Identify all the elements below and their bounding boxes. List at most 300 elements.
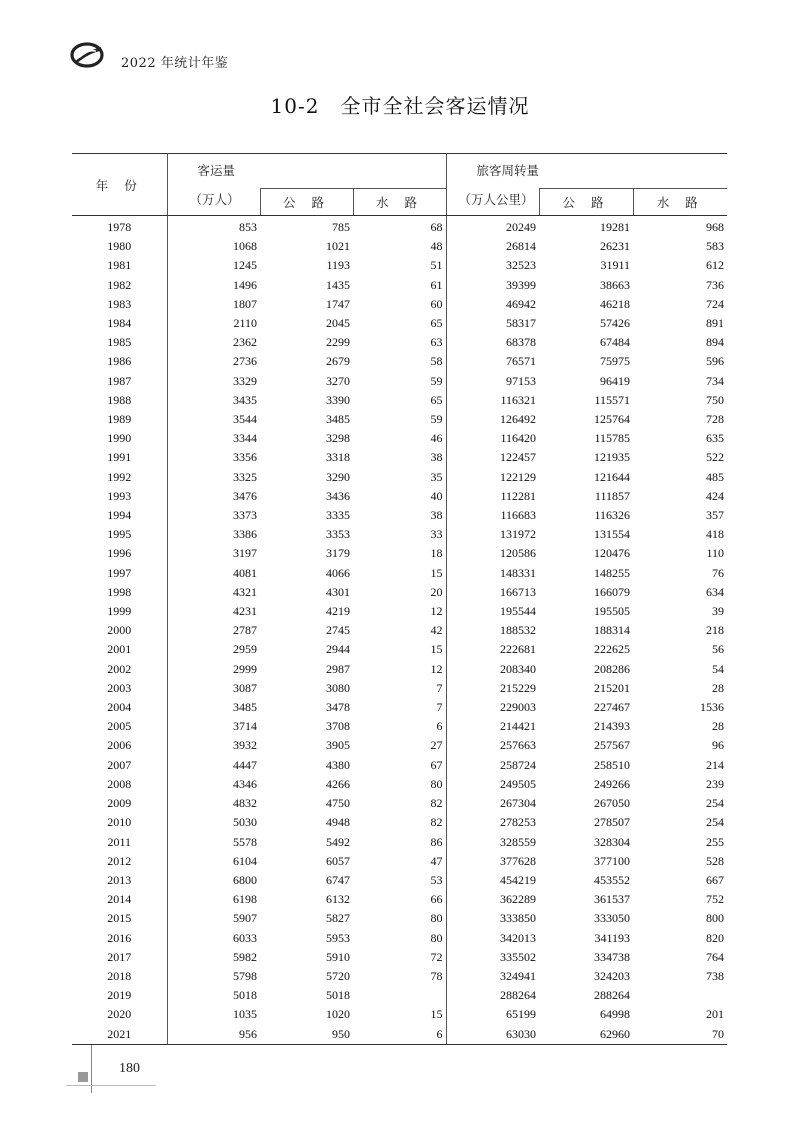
cell-turnover-total: 122129 bbox=[500, 469, 537, 484]
table-row bbox=[72, 756, 727, 775]
cell-turnover-road: 19281 bbox=[600, 220, 631, 234]
cell-volume-water: 6 bbox=[353, 717, 446, 736]
cell-turnover-water: 820 bbox=[706, 930, 725, 945]
table-row bbox=[72, 602, 727, 621]
cell-turnover-road: 148255 bbox=[594, 565, 631, 580]
cell-volume-total: 3485 bbox=[233, 700, 257, 715]
cell-volume-total: 4447 bbox=[233, 757, 257, 772]
cell-turnover-water: 28 bbox=[712, 680, 725, 695]
cell-volume-water: 40 bbox=[353, 487, 446, 506]
cell-turnover-total: 126492 bbox=[500, 412, 537, 427]
table-row bbox=[72, 391, 727, 410]
cell-turnover-water: 239 bbox=[706, 776, 725, 791]
cell-volume-water: 33 bbox=[353, 525, 446, 544]
cell-volume-road: 2944 bbox=[326, 642, 350, 657]
cell-year: 2001 bbox=[72, 640, 167, 659]
cell-turnover-water: 528 bbox=[706, 853, 725, 868]
cell-turnover-water: 424 bbox=[706, 488, 725, 503]
cell-turnover-total: 342013 bbox=[500, 930, 537, 945]
cell-volume-total: 853 bbox=[239, 220, 257, 234]
cell-turnover-road: 31911 bbox=[600, 258, 631, 273]
cell-volume-water: 42 bbox=[353, 621, 446, 640]
cell-turnover-road: 96419 bbox=[600, 373, 631, 388]
cell-volume-road: 4219 bbox=[326, 604, 350, 619]
cell-volume-road: 4380 bbox=[326, 757, 350, 772]
cell-turnover-water: 522 bbox=[706, 450, 725, 465]
cell-volume-total: 4832 bbox=[233, 796, 257, 811]
cell-year: 1981 bbox=[72, 256, 167, 275]
cell-turnover-road: 214393 bbox=[594, 719, 631, 734]
cell-year: 2008 bbox=[72, 775, 167, 794]
cell-turnover-road: 26231 bbox=[600, 239, 631, 254]
cell-turnover-water: 891 bbox=[706, 316, 725, 331]
cell-turnover-water: 724 bbox=[706, 296, 725, 311]
table-row bbox=[72, 429, 727, 448]
cell-year: 1978 bbox=[72, 216, 167, 238]
cell-year: 2020 bbox=[72, 1005, 167, 1024]
cell-volume-water: 15 bbox=[353, 564, 446, 583]
cell-turnover-road: 324203 bbox=[594, 968, 631, 983]
cell-turnover-water: 70 bbox=[633, 1025, 727, 1045]
cell-turnover-road: 62960 bbox=[539, 1025, 633, 1045]
page-number: 180 bbox=[119, 1061, 140, 1076]
cell-volume-water: 58 bbox=[353, 352, 446, 371]
cell-turnover-water: 76 bbox=[712, 565, 725, 580]
cell-year: 1992 bbox=[72, 468, 167, 487]
cell-volume-water: 18 bbox=[353, 544, 446, 563]
header-passenger-turnover bbox=[446, 154, 727, 189]
cell-volume-total: 6104 bbox=[233, 853, 257, 868]
cell-turnover-total: 148331 bbox=[500, 565, 537, 580]
cell-volume-water: 82 bbox=[353, 794, 446, 813]
cell-volume-total: 1245 bbox=[233, 258, 257, 273]
cell-turnover-total: 258724 bbox=[500, 757, 537, 772]
cell-turnover-road: 267050 bbox=[594, 796, 631, 811]
cell-year: 1984 bbox=[72, 314, 167, 333]
cell-turnover-total: 32523 bbox=[506, 258, 537, 273]
cell-turnover-total: 116683 bbox=[500, 508, 537, 523]
table-row bbox=[72, 1005, 727, 1024]
cell-turnover-water: 254 bbox=[706, 796, 725, 811]
cell-turnover-water: 728 bbox=[706, 412, 725, 427]
cell-turnover-road: 115571 bbox=[594, 392, 631, 407]
header-road-turnover: 公 路 bbox=[539, 189, 633, 216]
cell-turnover-total: 26814 bbox=[506, 239, 537, 254]
table-row bbox=[72, 871, 727, 890]
cell-volume-total: 3087 bbox=[233, 680, 257, 695]
cell-turnover-total: 97153 bbox=[506, 373, 537, 388]
cell-volume-water: 7 bbox=[353, 698, 446, 717]
cell-turnover-water: 894 bbox=[706, 335, 725, 350]
cell-volume-road: 3179 bbox=[326, 546, 350, 561]
table-row bbox=[72, 256, 727, 275]
table-row bbox=[72, 679, 727, 698]
header-passenger-volume-label: 客运量 bbox=[197, 163, 236, 178]
cell-year: 1985 bbox=[72, 333, 167, 352]
table-row bbox=[72, 564, 727, 583]
cell-volume-total: 2959 bbox=[233, 642, 257, 657]
table-row bbox=[72, 698, 727, 717]
table-row bbox=[72, 948, 727, 967]
cell-year: 2021 bbox=[72, 1025, 167, 1045]
table-row bbox=[72, 986, 727, 1005]
cell-volume-total: 5907 bbox=[233, 911, 257, 926]
cell-volume-water: 15 bbox=[353, 640, 446, 659]
cell-turnover-water: 201 bbox=[706, 1007, 725, 1022]
cell-turnover-total: 333850 bbox=[500, 911, 537, 926]
cell-volume-road: 3390 bbox=[326, 392, 350, 407]
cell-volume-water: 7 bbox=[353, 679, 446, 698]
cell-volume-water: 12 bbox=[353, 602, 446, 621]
cell-turnover-water: 56 bbox=[712, 642, 725, 657]
header-passenger-volume-unit: （万人） bbox=[167, 189, 260, 216]
cell-year: 1980 bbox=[72, 237, 167, 256]
cell-turnover-total: 249505 bbox=[500, 776, 537, 791]
cell-turnover-total: 76571 bbox=[506, 354, 537, 369]
cell-year: 2009 bbox=[72, 794, 167, 813]
cell-turnover-road: 195505 bbox=[594, 604, 631, 619]
cell-volume-road: 3708 bbox=[326, 719, 350, 734]
table-row bbox=[72, 967, 727, 986]
cell-turnover-road: 125764 bbox=[594, 412, 631, 427]
cell-volume-total: 3344 bbox=[233, 431, 257, 446]
cell-year: 2005 bbox=[72, 717, 167, 736]
cell-volume-road: 3436 bbox=[326, 488, 350, 503]
cell-volume-road: 4948 bbox=[326, 815, 350, 830]
cell-volume-road: 3270 bbox=[326, 373, 350, 388]
cell-volume-road: 3335 bbox=[326, 508, 350, 523]
cell-turnover-total: 39399 bbox=[506, 277, 537, 292]
cell-volume-road: 2045 bbox=[326, 316, 350, 331]
cell-volume-total: 956 bbox=[167, 1025, 260, 1045]
cell-volume-road: 3485 bbox=[326, 412, 350, 427]
cell-year: 1996 bbox=[72, 544, 167, 563]
cell-turnover-road: 361537 bbox=[594, 892, 631, 907]
cell-turnover-water: 736 bbox=[706, 277, 725, 292]
cell-volume-total: 4081 bbox=[233, 565, 257, 580]
cell-volume-road: 1747 bbox=[326, 296, 350, 311]
cell-turnover-road: 121935 bbox=[594, 450, 631, 465]
cell-volume-water: 47 bbox=[353, 852, 446, 871]
cell-year: 1993 bbox=[72, 487, 167, 506]
cell-volume-total: 5030 bbox=[233, 815, 257, 830]
cell-turnover-road: 257567 bbox=[594, 738, 631, 753]
cell-volume-road: 5953 bbox=[326, 930, 350, 945]
cell-volume-water: 65 bbox=[353, 314, 446, 333]
cell-volume-total: 1035 bbox=[233, 1007, 257, 1022]
cell-turnover-road: 64998 bbox=[600, 1007, 631, 1022]
table-row bbox=[72, 621, 727, 640]
cell-turnover-total: 116321 bbox=[500, 392, 537, 407]
cell-volume-water: 60 bbox=[353, 295, 446, 314]
cell-volume-total: 5018 bbox=[233, 988, 257, 1003]
table-row bbox=[72, 852, 727, 871]
cell-volume-road: 3290 bbox=[326, 469, 350, 484]
cell-volume-total: 2110 bbox=[233, 316, 257, 331]
table-row bbox=[72, 448, 727, 467]
cell-year: 1983 bbox=[72, 295, 167, 314]
cell-volume-water: 67 bbox=[353, 756, 446, 775]
cell-turnover-road: 116326 bbox=[594, 508, 631, 523]
header-water-turnover: 水 路 bbox=[633, 189, 727, 216]
cell-volume-total: 2362 bbox=[233, 335, 257, 350]
table-row bbox=[72, 314, 727, 333]
yearbook-logo-icon bbox=[70, 42, 104, 68]
cell-volume-road: 4301 bbox=[326, 584, 350, 599]
cell-volume-road: 5492 bbox=[326, 834, 350, 849]
cell-volume-total: 4231 bbox=[233, 604, 257, 619]
cell-turnover-road: 46218 bbox=[600, 296, 631, 311]
cell-turnover-total: 208340 bbox=[500, 661, 537, 676]
cell-year: 2003 bbox=[72, 679, 167, 698]
cell-year: 2019 bbox=[72, 986, 167, 1005]
cell-turnover-water: 596 bbox=[706, 354, 725, 369]
cell-year: 1989 bbox=[72, 410, 167, 429]
table-row bbox=[72, 468, 727, 487]
cell-year: 1999 bbox=[72, 602, 167, 621]
cell-volume-road: 3478 bbox=[326, 700, 350, 715]
cell-volume-total: 3932 bbox=[233, 738, 257, 753]
cell-volume-total: 4346 bbox=[233, 776, 257, 791]
passenger-transport-table bbox=[72, 153, 727, 1045]
cell-turnover-total: 454219 bbox=[500, 872, 537, 887]
cell-volume-total: 3197 bbox=[233, 546, 257, 561]
cell-turnover-total: 214421 bbox=[500, 719, 537, 734]
cell-volume-water: 6 bbox=[353, 1025, 446, 1045]
cell-year: 1982 bbox=[72, 276, 167, 295]
cell-turnover-total: 63030 bbox=[446, 1025, 539, 1045]
cell-turnover-road: 377100 bbox=[594, 853, 631, 868]
cell-volume-road: 2745 bbox=[326, 623, 350, 638]
cell-turnover-total: 229003 bbox=[500, 700, 537, 715]
cell-year: 1986 bbox=[72, 352, 167, 371]
cell-volume-total: 6800 bbox=[233, 872, 257, 887]
cell-turnover-total: 46942 bbox=[506, 296, 537, 311]
cell-turnover-water: 96 bbox=[712, 738, 725, 753]
cell-volume-water: 27 bbox=[353, 736, 446, 755]
header-road-volume: 公 路 bbox=[260, 189, 353, 216]
cell-turnover-water: 734 bbox=[706, 373, 725, 388]
table-row bbox=[72, 890, 727, 909]
header-passenger-turnover-unit: （万人公里） bbox=[446, 189, 539, 216]
cell-volume-road: 6057 bbox=[326, 853, 350, 868]
cell-turnover-road: 166079 bbox=[594, 584, 631, 599]
cell-turnover-total: 68378 bbox=[506, 335, 537, 350]
cell-turnover-road: 328304 bbox=[594, 834, 631, 849]
cell-volume-road: 5910 bbox=[326, 949, 350, 964]
cell-turnover-water: 255 bbox=[706, 834, 725, 849]
cell-turnover-water: 357 bbox=[706, 508, 725, 523]
cell-year: 1991 bbox=[72, 448, 167, 467]
cell-turnover-road: 131554 bbox=[594, 527, 631, 542]
cell-volume-water: 66 bbox=[353, 890, 446, 909]
cell-volume-water: 72 bbox=[353, 948, 446, 967]
cell-volume-road: 2299 bbox=[326, 335, 350, 350]
cell-turnover-road: 227467 bbox=[594, 700, 631, 715]
cell-turnover-water: 583 bbox=[706, 239, 725, 254]
cell-year: 2016 bbox=[72, 929, 167, 948]
cell-volume-total: 6198 bbox=[233, 892, 257, 907]
cell-turnover-total: 112281 bbox=[500, 488, 537, 503]
cell-volume-road: 2679 bbox=[326, 354, 350, 369]
cell-volume-road: 6132 bbox=[326, 892, 350, 907]
cell-volume-road: 3905 bbox=[326, 738, 350, 753]
cell-volume-road: 3318 bbox=[326, 450, 350, 465]
header-year: 年 份 bbox=[72, 154, 167, 216]
cell-volume-road: 3080 bbox=[326, 680, 350, 695]
cell-turnover-total: 278253 bbox=[500, 815, 537, 830]
cell-year: 2018 bbox=[72, 967, 167, 986]
cell-turnover-water: 635 bbox=[706, 431, 725, 446]
cell-turnover-road: 341193 bbox=[594, 930, 631, 945]
cell-year: 2006 bbox=[72, 736, 167, 755]
cell-volume-road: 5018 bbox=[326, 988, 350, 1003]
cell-year: 1988 bbox=[72, 391, 167, 410]
cell-volume-total: 5982 bbox=[233, 949, 257, 964]
table-row bbox=[72, 333, 727, 352]
cell-turnover-total: 324941 bbox=[500, 968, 537, 983]
header-water-volume: 水 路 bbox=[353, 189, 446, 216]
cell-volume-water: 53 bbox=[353, 871, 446, 890]
cell-year: 2010 bbox=[72, 813, 167, 832]
cell-turnover-water: 214 bbox=[706, 757, 725, 772]
cell-turnover-road: 333050 bbox=[594, 911, 631, 926]
cell-turnover-total: 195544 bbox=[500, 604, 537, 619]
table-row bbox=[72, 525, 727, 544]
cell-turnover-road: 222625 bbox=[594, 642, 631, 657]
cell-year: 2007 bbox=[72, 756, 167, 775]
table-row bbox=[72, 794, 727, 813]
cell-volume-water: 63 bbox=[353, 333, 446, 352]
cell-turnover-total: 328559 bbox=[500, 834, 537, 849]
cell-turnover-water: 110 bbox=[706, 546, 725, 561]
cell-volume-water: 38 bbox=[353, 448, 446, 467]
cell-volume-total: 3714 bbox=[233, 719, 257, 734]
cell-turnover-total: 65199 bbox=[506, 1007, 537, 1022]
table-row bbox=[72, 929, 727, 948]
cell-volume-road: 1193 bbox=[326, 258, 350, 273]
cell-turnover-road: 208286 bbox=[594, 661, 631, 676]
cell-turnover-total: 166713 bbox=[500, 584, 537, 599]
cell-volume-road: 3298 bbox=[326, 431, 350, 446]
cell-turnover-water: 28 bbox=[712, 719, 725, 734]
table-row bbox=[72, 506, 727, 525]
cell-turnover-water: 764 bbox=[706, 949, 725, 964]
cell-turnover-road: 215201 bbox=[594, 680, 631, 695]
cell-volume-total: 3544 bbox=[233, 412, 257, 427]
cell-year: 2012 bbox=[72, 852, 167, 871]
table-row bbox=[72, 295, 727, 314]
cell-volume-total: 3329 bbox=[233, 373, 257, 388]
table-row bbox=[72, 1025, 727, 1045]
table-body bbox=[72, 216, 727, 1045]
cell-volume-total: 3476 bbox=[233, 488, 257, 503]
cell-turnover-total: 288264 bbox=[500, 988, 537, 1003]
cell-volume-total: 2787 bbox=[233, 623, 257, 638]
cell-volume-total: 4321 bbox=[233, 584, 257, 599]
cell-volume-total: 5578 bbox=[233, 834, 257, 849]
cell-volume-total: 3325 bbox=[233, 469, 257, 484]
cell-turnover-total: 362289 bbox=[500, 892, 537, 907]
cell-turnover-total: 335502 bbox=[500, 949, 537, 964]
cell-volume-water: 15 bbox=[353, 1005, 446, 1024]
cell-volume-total: 3356 bbox=[233, 450, 257, 465]
cell-turnover-road: 67484 bbox=[600, 335, 631, 350]
cell-volume-water: 51 bbox=[353, 256, 446, 275]
cell-turnover-road: 115785 bbox=[594, 431, 631, 446]
table-row bbox=[72, 410, 727, 429]
cell-turnover-total: 20249 bbox=[506, 220, 537, 234]
cell-volume-water: 80 bbox=[353, 929, 446, 948]
cell-year: 2002 bbox=[72, 660, 167, 679]
table-row bbox=[72, 216, 727, 238]
cell-year: 2017 bbox=[72, 948, 167, 967]
cell-turnover-road: 121644 bbox=[594, 469, 631, 484]
cell-volume-road: 5827 bbox=[326, 911, 350, 926]
cell-year: 1995 bbox=[72, 525, 167, 544]
cell-turnover-total: 58317 bbox=[506, 316, 537, 331]
table-row bbox=[72, 583, 727, 602]
cell-turnover-road: 38663 bbox=[600, 277, 631, 292]
footer-square-icon bbox=[78, 1072, 88, 1082]
cell-turnover-road: 75975 bbox=[600, 354, 631, 369]
table-row bbox=[72, 372, 727, 391]
cell-turnover-road: 334738 bbox=[594, 949, 631, 964]
cell-volume-water: 61 bbox=[353, 276, 446, 295]
cell-volume-total: 1807 bbox=[233, 296, 257, 311]
cell-volume-water: 12 bbox=[353, 660, 446, 679]
cell-volume-road: 4266 bbox=[326, 776, 350, 791]
table-row bbox=[72, 833, 727, 852]
cell-turnover-water: 800 bbox=[706, 911, 725, 926]
cell-turnover-road: 453552 bbox=[594, 872, 631, 887]
cell-volume-road: 5720 bbox=[326, 968, 350, 983]
cell-turnover-water bbox=[633, 986, 727, 1005]
cell-turnover-water: 1536 bbox=[700, 700, 725, 715]
cell-year: 1987 bbox=[72, 372, 167, 391]
cell-turnover-water: 485 bbox=[706, 469, 725, 484]
cell-volume-water: 65 bbox=[353, 391, 446, 410]
table-row bbox=[72, 660, 727, 679]
footer-horizontal-rule bbox=[66, 1085, 156, 1086]
header-passenger-turnover-label: 旅客周转量 bbox=[476, 163, 540, 178]
cell-volume-total: 6033 bbox=[233, 930, 257, 945]
cell-turnover-water: 54 bbox=[712, 661, 725, 676]
cell-volume-water: 78 bbox=[353, 967, 446, 986]
cell-turnover-road: 188314 bbox=[594, 623, 631, 638]
cell-volume-water: 20 bbox=[353, 583, 446, 602]
cell-turnover-total: 116420 bbox=[500, 431, 537, 446]
cell-year: 1997 bbox=[72, 564, 167, 583]
cell-volume-total: 5798 bbox=[233, 968, 257, 983]
table-row bbox=[72, 813, 727, 832]
cell-volume-water bbox=[353, 986, 446, 1005]
cell-year: 1990 bbox=[72, 429, 167, 448]
cell-volume-water: 80 bbox=[353, 775, 446, 794]
cell-volume-road: 3353 bbox=[326, 527, 350, 542]
cell-turnover-water: 418 bbox=[706, 527, 725, 542]
cell-volume-road: 4750 bbox=[326, 796, 350, 811]
table-row bbox=[72, 775, 727, 794]
cell-volume-water: 59 bbox=[353, 410, 446, 429]
table-row bbox=[72, 909, 727, 928]
cell-turnover-total: 257663 bbox=[500, 738, 537, 753]
cell-turnover-total: 222681 bbox=[500, 642, 537, 657]
cell-volume-water: 59 bbox=[353, 372, 446, 391]
cell-year: 2000 bbox=[72, 621, 167, 640]
cell-turnover-road: 258510 bbox=[594, 757, 631, 772]
book-title: 2022 年统计年鉴 bbox=[121, 56, 229, 71]
